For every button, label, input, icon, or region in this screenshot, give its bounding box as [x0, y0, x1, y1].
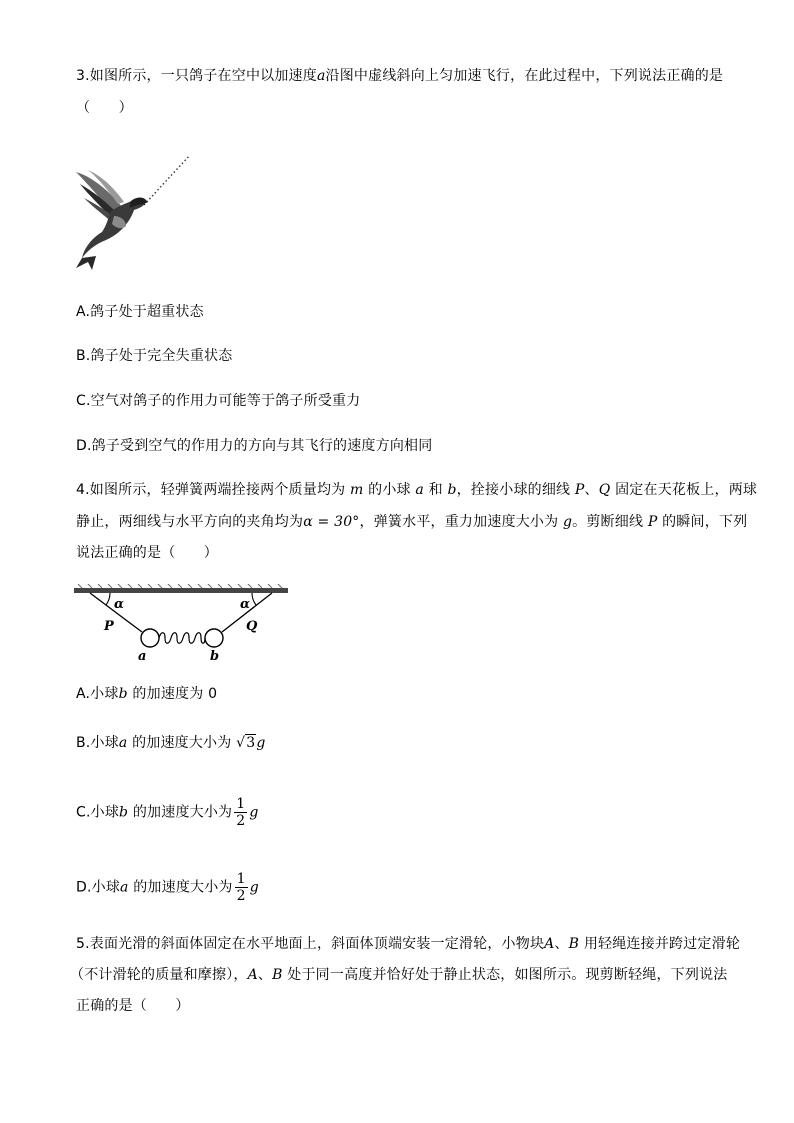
- q4-stem-line1: 4.如图所示，轻弹簧两端拴接两个质量均为 m 的小球 a 和 b，拴接小球的细线 P、Q 固定在天花板上，两球: [76, 482, 758, 498]
- angle-arc-left: [106, 593, 110, 605]
- pigeon-figure: [70, 150, 200, 275]
- q3-answer-paren: （ ）: [76, 100, 133, 116]
- ball-a: [141, 629, 159, 647]
- spring-balls-figure: [74, 584, 290, 664]
- fraction-half: $\frac{1}{2}$: [236, 796, 246, 829]
- q3-option-c: C.空气对鸽子的作用力可能等于鸽子所受重力: [76, 393, 361, 409]
- sqrt-expression: √3: [236, 735, 256, 751]
- label-alpha-right: α: [240, 597, 251, 612]
- spring: [159, 633, 205, 644]
- pigeon-icon: [76, 170, 148, 270]
- label-ball-b: b: [210, 649, 220, 664]
- q4-option-c: C.小球b 的加速度大小为 $\frac{1}{2}$ g: [76, 796, 259, 829]
- label-string-q: Q: [246, 619, 258, 634]
- q3-option-d: D.鸽子受到空气的作用力的方向与其飞行的速度方向相同: [76, 438, 433, 454]
- fraction-half: $\frac{1}{2}$: [236, 871, 246, 904]
- label-string-p: P: [104, 619, 114, 634]
- ceiling: [74, 588, 288, 593]
- q4-option-b: B.小球a 的加速度大小为 √3g: [76, 735, 266, 751]
- label-ball-a: a: [138, 649, 147, 664]
- angle-arc-right: [252, 593, 256, 605]
- q5-stem-line1: 5.表面光滑的斜面体固定在水平地面上，斜面体顶端安装一定滑轮，小物块A、B 用轻绳连接并跨过定滑轮: [76, 936, 741, 952]
- flight-path-dotted-line: [144, 155, 190, 205]
- ball-b: [205, 629, 223, 647]
- q3-stem-line1: 3.如图所示，一只鸽子在空中以加速度a沿图中虚线斜向上匀加速飞行，在此过程中，下列说法正确的是: [76, 68, 724, 84]
- q3-option-a: A.鸽子处于超重状态: [76, 304, 204, 320]
- q4-option-a: A.小球b 的加速度为 0: [76, 686, 218, 702]
- q4-stem-line3: 说法正确的是（ ）: [76, 545, 218, 561]
- ceiling-hatching: [78, 584, 282, 588]
- q5-stem-line3: 正确的是（ ）: [76, 998, 190, 1014]
- label-alpha-left: α: [114, 597, 125, 612]
- q5-stem-line2: （不计滑轮的质量和摩擦），A、B 处于同一高度并恰好处于静止状态，如图所示。现剪断轻绳，下列说法: [70, 967, 728, 983]
- q4-stem-line2: 静止，两细线与水平方向的夹角均为α = 30°，弹簧水平，重力加速度大小为 g。剪断细线 P 的瞬间，下列: [76, 514, 748, 530]
- q4-option-d: D.小球a 的加速度大小为 $\frac{1}{2}$ g: [76, 871, 259, 904]
- q3-option-b: B.鸽子处于完全失重状态: [76, 348, 233, 364]
